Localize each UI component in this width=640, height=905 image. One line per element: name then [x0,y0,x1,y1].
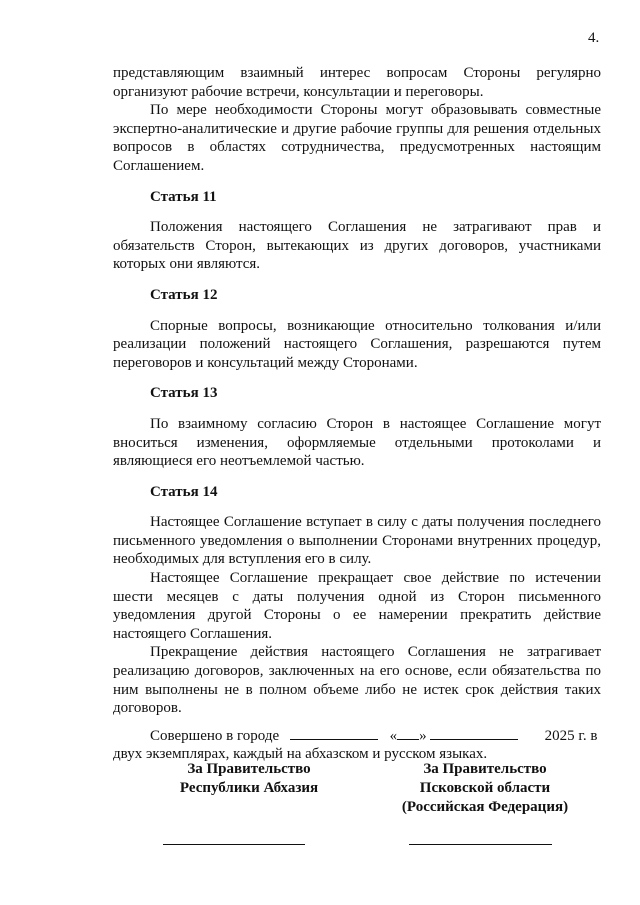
article-12-title: Статья 12 [150,286,218,303]
article-14-para-2: Настоящее Соглашение прекращает свое действие по истечении шести месяцев с даты получения одной из Сторон письменного уведомления другой Стороны о ее намерении прекратить действие настоящего Соглашения. [113,570,601,642]
signature-abkhazia [149,760,349,798]
article-14-title: Статья 14 [150,483,218,500]
quote-close: » [419,727,427,744]
city-blank [290,726,378,740]
signature-right-line-1: За Правительство [423,761,547,777]
signature-pskov [379,760,591,817]
signature-left-line-2: Республики Абхазия [179,780,319,796]
article-14-para-1: Настоящее Соглашение вступает в силу с даты получения последнего письменного уведомления о выполнении Сторонами внутренних процедур, необходимых для вступления его в силу. [113,514,601,568]
article-12-text: Спорные вопросы, возникающие относительно толкования и/или реализации положений настоящего Соглашения, разрешаются путем переговоров и консультаций между Сторонами. [113,317,601,371]
article-13-title: Статья 13 [150,385,218,402]
done-year: 2025 г. в [544,727,598,744]
signature-line-left [163,844,305,845]
done-in-city [113,726,601,746]
month-blank [430,726,518,740]
signature-right-line-3: (Российская Федерация) [401,799,569,815]
page-number: 4. [588,30,600,46]
day-blank [397,726,419,740]
document-body [113,64,601,764]
article-11-text: Положения настоящего Соглашения не затрагивают прав и обязательств Сторон, вытекающих из других договоров, участниками которых они являются. [113,219,601,273]
paragraph: представляющим взаимный интерес вопросам Стороны регулярно организуют рабочие встречи, консультации и переговоры. [113,65,601,100]
signature-right-line-2: Псковской области [419,780,551,796]
quote-open: « [389,727,398,744]
article-13-text: По взаимному согласию Сторон в настоящее Соглашение могут вноситься изменения, оформляемые отдельными протоколами и являющиеся его неотъемлемой частью. [113,415,601,470]
paragraph: По мере необходимости Стороны могут образовывать совместные экспертно-аналитические и другие рабочие группы для решения отдельных вопросов в областях сотрудничества, предусмотренных настоящим Соглашением. [113,102,601,174]
article-14-para-3: Прекращение действия настоящего Соглашения не затрагивает реализацию договоров, заключенных на его основе, если обязательства по ним выполнены не в полном объеме либо не истек срок действия таких договоров. [113,644,601,717]
signature-line-right [409,844,552,845]
done-prefix: Совершено в городе [150,727,280,744]
signature-left-line-1: За Правительство [187,761,311,777]
done-rest: двух экземплярах, каждый на абхазском и русском языках. [113,746,488,763]
article-11-title: Статья 11 [150,188,217,205]
